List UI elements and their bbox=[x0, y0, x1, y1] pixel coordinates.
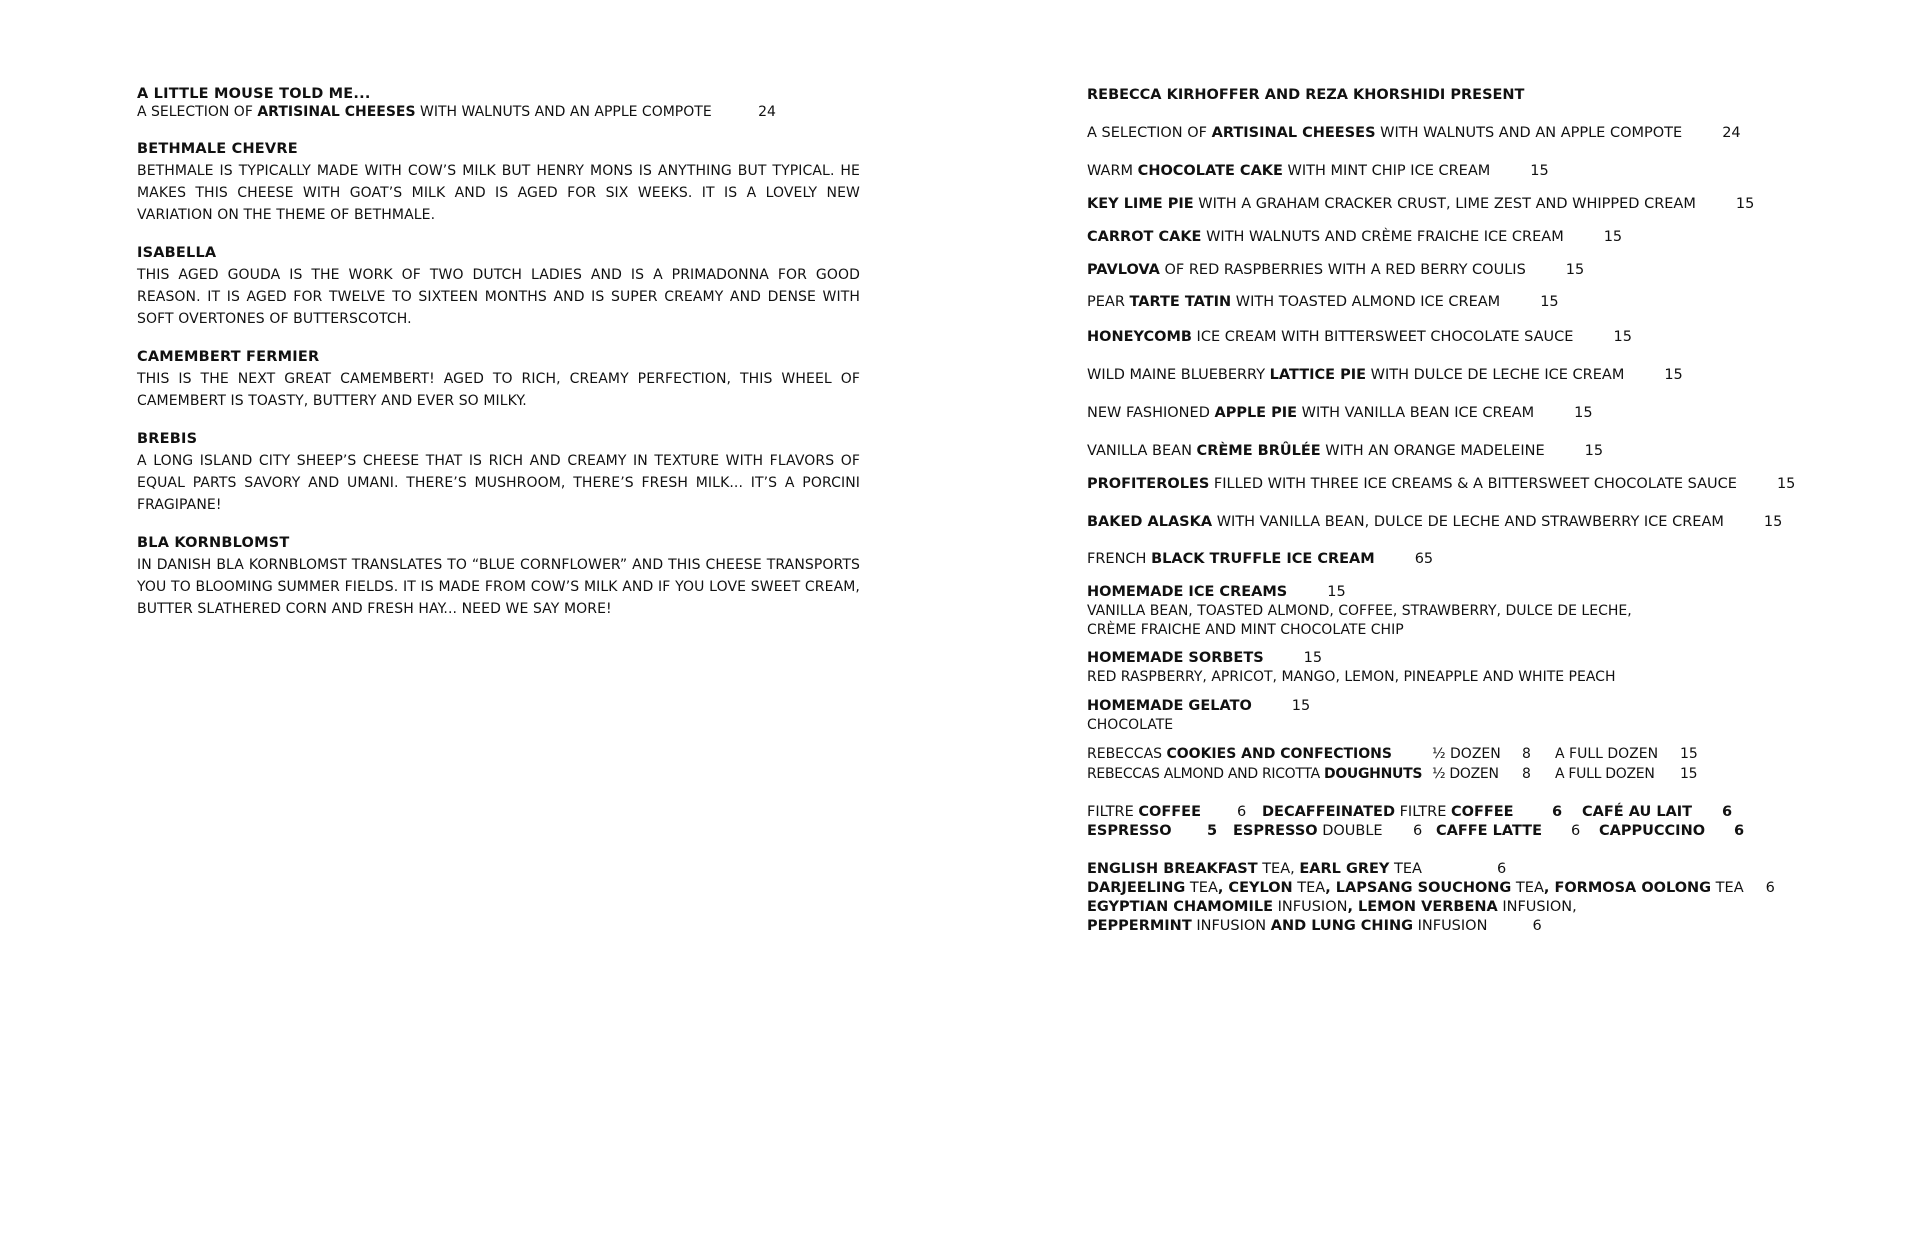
intro-line: A SELECTION OF ARTISINAL CHEESES WITH WALNUTS AND AN APPLE COMPOTE 24 bbox=[137, 104, 776, 120]
price: 15 bbox=[1565, 262, 1585, 278]
cheese-item bbox=[137, 244, 860, 330]
price: 6 bbox=[1532, 918, 1542, 934]
cheese-title: BREBIS bbox=[137, 431, 198, 447]
menu-item: VANILLA BEAN CRÈME BRÛLÉE WITH AN ORANGE MADELEINE 15 bbox=[1087, 443, 1604, 459]
price: 15 bbox=[1763, 514, 1783, 530]
cheese-item bbox=[137, 348, 860, 412]
tea-line: PEPPERMINT INFUSION AND LUNG CHING INFUSION 6 bbox=[1087, 918, 1542, 934]
cheese-description: BETHMALE IS TYPICALLY MADE WITH COW’S MILK BUT HENRY MONS IS ANYTHING BUT TYPICAL. HE MAKES THIS CHEESE WITH GOAT’S MILK AND IS AGED FOR SIX WEEKS. IT IS A LOVELY NEW VARIATION ON THE THEME OF BETHMALE. bbox=[137, 163, 860, 223]
cheese-column bbox=[137, 85, 860, 638]
price: 15 bbox=[1584, 443, 1604, 459]
doughnuts-line: REBECCAS ALMOND AND RICOTTA DOUGHNUTS ½ DOZEN 8 A FULL DOZEN 15 bbox=[1087, 766, 1698, 782]
cheese-description: THIS IS THE NEXT GREAT CAMEMBERT! AGED TO RICH, CREAMY PERFECTION, THIS WHEEL OF CAMEMBERT IS TOASTY, BUTTERY AND EVER SO MILKY. bbox=[137, 371, 860, 409]
menu-item: PEAR TARTE TATIN WITH TOASTED ALMOND ICE CREAM 15 bbox=[1087, 294, 1559, 310]
menu-item: BAKED ALASKA WITH VANILLA BEAN, DULCE DE LECHE AND STRAWBERRY ICE CREAM 15 bbox=[1087, 514, 1783, 530]
price: 15 bbox=[1735, 196, 1755, 212]
price: 6 bbox=[1496, 861, 1507, 877]
cheese-description: A LONG ISLAND CITY SHEEP’S CHEESE THAT IS RICH AND CREAMY IN TEXTURE WITH FLAVORS OF EQUAL PARTS SAVORY AND UMANI. THERE’S MUSHROOM, THERE’S FRESH MILK... IT’S A PORCINI FRAGIPANE! bbox=[137, 453, 860, 513]
menu-item: HONEYCOMB ICE CREAM WITH BITTERSWEET CHOCOLATE SAUCE 15 bbox=[1087, 329, 1632, 345]
price: 15 bbox=[1664, 367, 1683, 383]
price: 15 bbox=[1291, 698, 1311, 714]
cookies-line: REBECCAS COOKIES AND CONFECTIONS ½ DOZEN 8 A FULL DOZEN 15 bbox=[1087, 746, 1698, 762]
price: 15 bbox=[1303, 650, 1323, 666]
coffee-line: FILTRE COFFEE 6 DECAFFEINATED FILTRE COFFEE 6 CAFÉ AU LAIT 6 bbox=[1087, 804, 1733, 820]
menu-item: A SELECTION OF ARTISINAL CHEESES WITH WALNUTS AND AN APPLE COMPOTE 24 bbox=[1087, 125, 1741, 141]
menu-item: WILD MAINE BLUEBERRY LATTICE PIE WITH DULCE DE LECHE ICE CREAM 15 bbox=[1087, 367, 1683, 383]
price: 15 bbox=[1603, 229, 1623, 245]
price: 6 bbox=[1765, 880, 1775, 896]
intro-section bbox=[137, 85, 860, 122]
menu-item: WARM CHOCOLATE CAKE WITH MINT CHIP ICE CREAM 15 bbox=[1087, 163, 1549, 179]
intro-title: A LITTLE MOUSE TOLD ME... bbox=[137, 86, 371, 102]
ice-creams-section: HOMEMADE ICE CREAMS 15 VANILLA BEAN, TOASTED ALMOND, COFFEE, STRAWBERRY, DULCE DE LECHE, CRÈME FRAICHE AND MINT CHOCOLATE CHIP bbox=[1087, 584, 1632, 638]
price: 15 bbox=[1530, 163, 1549, 179]
cheese-description: IN DANISH BLA KORNBLOMST TRANSLATES TO “BLUE CORNFLOWER” AND THIS CHEESE TRANSPORTS YOU TO BLOOMING SUMMER FIELDS. IT IS MADE FROM COW’S MILK AND IF YOU LOVE SWEET CREAM, BUTTER SLATHERED CORN AND FRESH HAY... NEED WE SAY MORE! bbox=[137, 557, 860, 617]
tea-line: ENGLISH BREAKFAST TEA, EARL GREY TEA 6 bbox=[1087, 861, 1507, 877]
price: 15 bbox=[1574, 405, 1593, 421]
price: 15 bbox=[1540, 294, 1559, 310]
tea-line: EGYPTIAN CHAMOMILE INFUSION, LEMON VERBENA INFUSION, bbox=[1087, 899, 1577, 915]
cheese-description: THIS AGED GOUDA IS THE WORK OF TWO DUTCH LADIES AND IS A PRIMADONNA FOR GOOD REASON. IT IS AGED FOR TWELVE TO SIXTEEN MONTHS AND IS SUPER CREAMY AND DENSE WITH SOFT OVERTONES OF BUTTERSCOTCH. bbox=[137, 267, 860, 327]
cheese-title: CAMEMBERT FERMIER bbox=[137, 349, 320, 365]
price: 24 bbox=[758, 104, 776, 120]
menu-item: PROFITEROLES FILLED WITH THREE ICE CREAMS & A BITTERSWEET CHOCOLATE SAUCE 15 bbox=[1087, 476, 1796, 492]
menu-item: CARROT CAKE WITH WALNUTS AND CRÈME FRAICHE ICE CREAM 15 bbox=[1087, 229, 1623, 245]
cheese-title: BLA KORNBLOMST bbox=[137, 535, 290, 551]
price: 15 bbox=[1327, 584, 1346, 600]
menu-heading: REBECCA KIRHOFFER AND REZA KHORSHIDI PRESENT bbox=[1087, 87, 1525, 103]
menu-item: FRENCH BLACK TRUFFLE ICE CREAM 65 bbox=[1087, 551, 1434, 567]
cheese-title: BETHMALE CHEVRE bbox=[137, 141, 298, 157]
menu-item: PAVLOVA OF RED RASPBERRIES WITH A RED BERRY COULIS 15 bbox=[1087, 262, 1585, 278]
sorbets-section: HOMEMADE SORBETS 15 RED RASPBERRY, APRICOT, MANGO, LEMON, PINEAPPLE AND WHITE PEACH bbox=[1087, 650, 1616, 685]
price: 65 bbox=[1414, 551, 1434, 567]
tea-line: DARJEELING TEA, CEYLON TEA, LAPSANG SOUCHONG TEA, FORMOSA OOLONG TEA 6 bbox=[1087, 880, 1775, 896]
price: 15 bbox=[1776, 476, 1796, 492]
menu-item: KEY LIME PIE WITH A GRAHAM CRACKER CRUST, LIME ZEST AND WHIPPED CREAM 15 bbox=[1087, 196, 1755, 212]
cheese-item bbox=[137, 430, 860, 516]
price: 15 bbox=[1613, 329, 1632, 345]
cheese-title: ISABELLA bbox=[137, 245, 217, 261]
dessert-column bbox=[1087, 86, 1887, 986]
menu-item: NEW FASHIONED APPLE PIE WITH VANILLA BEAN ICE CREAM 15 bbox=[1087, 405, 1593, 421]
gelato-section: HOMEMADE GELATO 15 CHOCOLATE bbox=[1087, 698, 1311, 733]
cheese-item bbox=[137, 140, 860, 226]
price: 24 bbox=[1722, 125, 1741, 141]
cheese-item bbox=[137, 534, 860, 620]
espresso-line: ESPRESSO 5 ESPRESSO DOUBLE 6 CAFFE LATTE 6 CAPPUCCINO 6 bbox=[1087, 823, 1745, 839]
